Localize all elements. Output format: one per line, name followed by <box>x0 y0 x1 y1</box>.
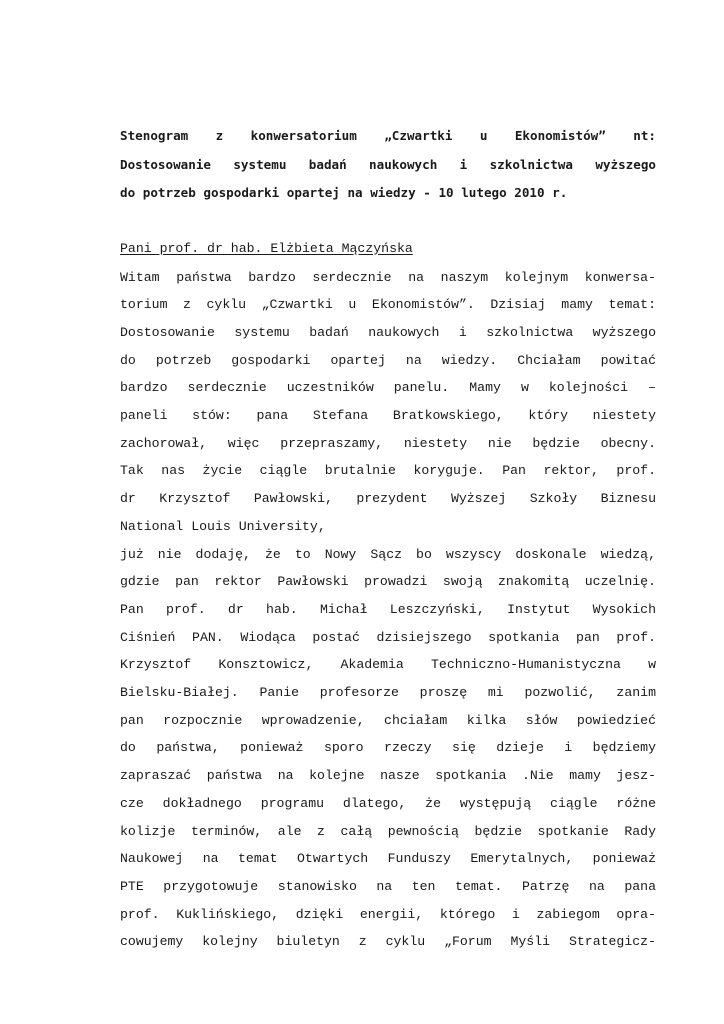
title-line: Stenogram z konwersatorium „Czwartki u Ekonomistów” nt: <box>120 128 656 143</box>
body-text <box>120 264 656 957</box>
body-line: dr Krzysztof Pawłowski, prezydent Wyższej Szkoły Biznesu <box>120 491 656 507</box>
body-line: Krzysztof Konsztowicz, Akademia Techniczno-Humanistyczna w <box>120 657 656 673</box>
body-line: do potrzeb gospodarki opartej na wiedzy. Chciałam powitać <box>120 352 656 368</box>
body-line: zapraszać państwa na kolejne nasze spotkania .Nie mamy jesz- <box>120 768 656 784</box>
body-line: Pan prof. dr hab. Michał Leszczyński, Instytut Wysokich <box>120 601 656 617</box>
body-line: cowujemy kolejny biuletyn z cyklu „Forum Myśli Strategicz- <box>120 934 656 950</box>
body-line: cze dokładnego programu dlatego, że występują ciągle różne <box>120 795 656 811</box>
body-line: kolizje terminów, ale z całą pewnością będzie spotkanie Rady <box>120 823 656 839</box>
document-title <box>120 122 656 208</box>
body-line: National Louis University, <box>120 518 326 534</box>
speaker-name: Pani prof. dr hab. Elżbieta Mączyńska <box>120 240 413 256</box>
body-line: PTE przygotowuje stanowisko na ten temat. Patrzę na pana <box>120 878 656 894</box>
body-line: gdzie pan rektor Pawłowski prowadzi swoją znakomitą uczelnię. <box>120 574 656 590</box>
body-line: już nie dodaję, że to Nowy Sącz bo wszyscy doskonale wiedzą, <box>120 546 656 562</box>
body-line: Tak nas życie ciągle brutalnie koryguje. Pan rektor, prof. <box>120 463 656 479</box>
body-line: pan rozpocznie wprowadzenie, chciałam kilka słów powiedzieć <box>120 712 656 728</box>
body-line: Naukowej na temat Otwartych Funduszy Emerytalnych, ponieważ <box>120 851 656 867</box>
body-line: prof. Kuklińskiego, dzięki energii, którego i zabiegom opra- <box>120 906 656 922</box>
body-line: do państwa, ponieważ sporo rzeczy się dzieje i będziemy <box>120 740 656 756</box>
body-line: Witam państwa bardzo serdecznie na naszym kolejnym konwersa- <box>120 269 656 285</box>
title-line: do potrzeb gospodarki opartej na wiedzy - 10 lutego 2010 r. <box>120 185 568 200</box>
body-line: bardzo serdecznie uczestników panelu. Mamy w kolejności – <box>120 380 656 396</box>
body-line: Dostosowanie systemu badań naukowych i szkolnictwa wyższego <box>120 324 656 340</box>
body-line: Bielsku-Białej. Panie profesorze proszę mi pozwolić, zanim <box>120 685 656 701</box>
body-line: Ciśnień PAN. Wiodąca postać dzisiejszego spotkania pan prof. <box>120 629 656 645</box>
body-line: torium z cyklu „Czwartki u Ekonomistów”. Dzisiaj mamy temat: <box>120 297 656 313</box>
body-line: paneli stów: pana Stefana Bratkowskiego, który niestety <box>120 408 656 424</box>
title-line: Dostosowanie systemu badań naukowych i szkolnictwa wyższego <box>120 156 656 172</box>
document-page <box>120 122 656 956</box>
body-line: zachorował, więc przepraszamy, niestety nie będzie obecny. <box>120 435 656 451</box>
